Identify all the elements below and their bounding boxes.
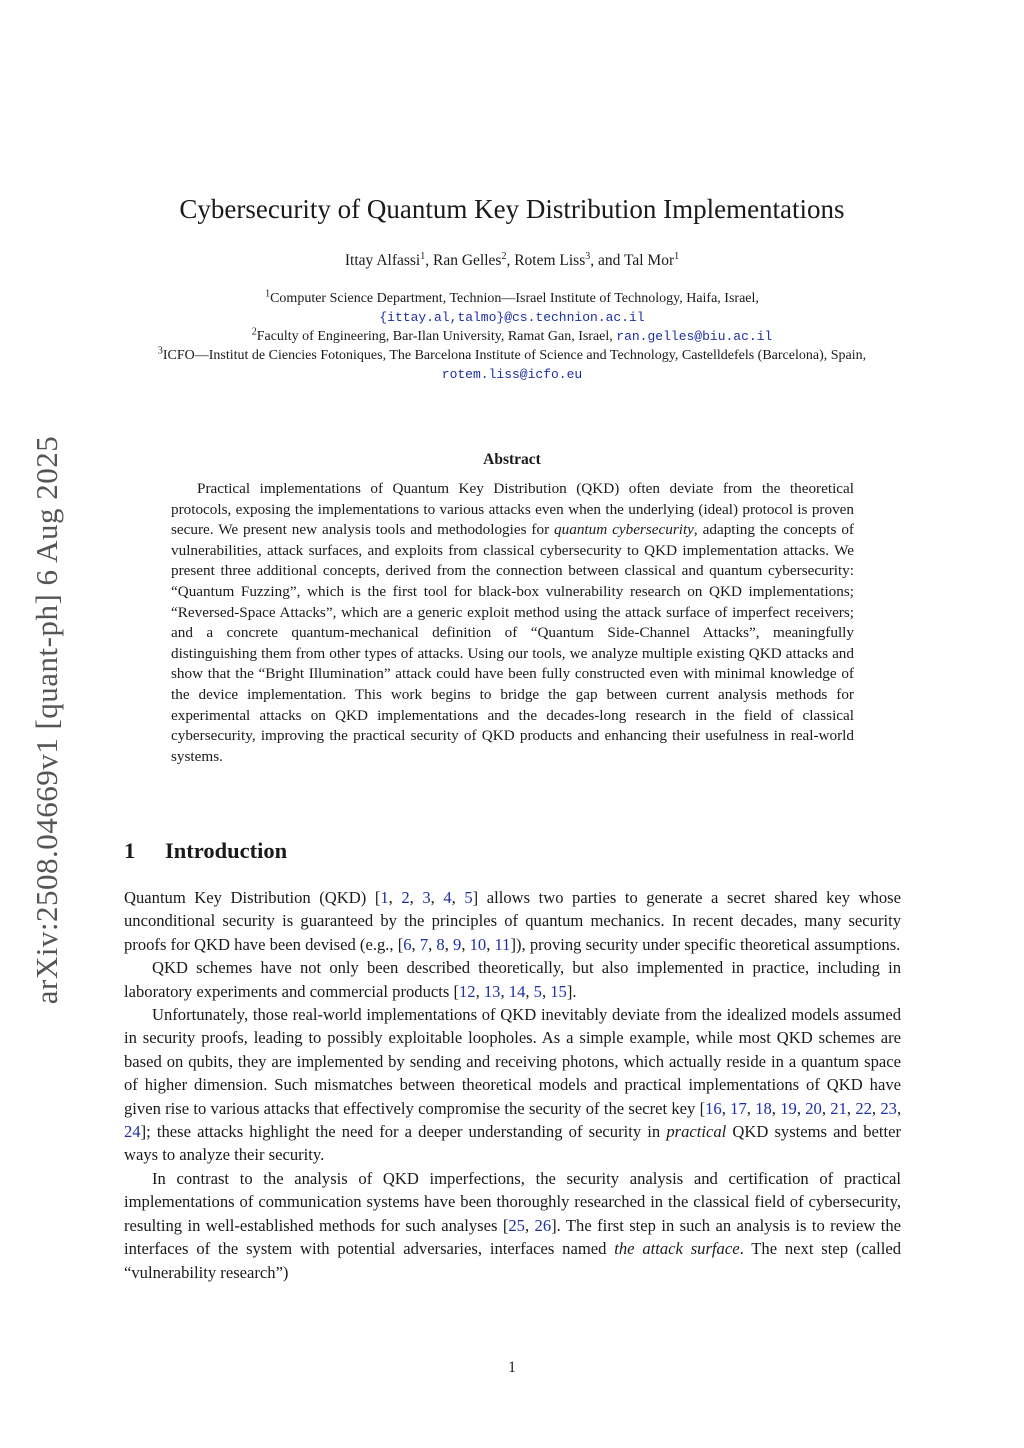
text-run: Quantum Key Distribution (QKD) [ [124, 888, 381, 907]
text-run: , [411, 934, 420, 954]
citation-link[interactable]: 20 [805, 1098, 822, 1118]
text-run: , [721, 1098, 731, 1118]
citation-link[interactable]: 11 [494, 934, 511, 954]
text-run: , [796, 1098, 806, 1118]
body-paragraph [124, 886, 901, 956]
text-run: QKD systems and better ways to analyze their security. [124, 1122, 901, 1165]
citation-link[interactable]: 14 [508, 981, 526, 1001]
text-run: , [500, 981, 509, 1001]
author-separator: , and [590, 252, 624, 269]
author-name: Rotem Liss [514, 252, 586, 269]
text-run: ]), proving security under specific theoretical assumptions. [510, 934, 901, 954]
text-run: , [486, 934, 495, 954]
citation-link[interactable]: 16 [705, 1098, 722, 1118]
text-run: , [409, 888, 423, 907]
citation-link[interactable]: 24 [124, 1122, 141, 1142]
citation-link[interactable]: 22 [855, 1098, 872, 1118]
text-run: Unfortunately, those real-world implementations of QKD inevitably deviate from the idealized models assumed in security proofs, leading to possibly exploitable loopholes. As a simple example, while most QKD schemes are based on qubits, they are implemented by sending and receiving photons, which actually reside in a quantum space of higher dimension. Such mismatches between theoretical models and practical implementations of QKD have given rise to various attacks that effectively compromise the security of the secret key [ [124, 1005, 901, 1118]
citation-link[interactable]: 10 [469, 934, 487, 954]
body-paragraph [124, 956, 901, 1003]
citation-link[interactable]: 4 [443, 888, 452, 907]
affiliation-text: Faculty of Engineering, Bar-Ilan University, Ramat Gan, Israel, [256, 329, 613, 344]
abstract-text [171, 479, 854, 767]
citation-link[interactable]: 5 [533, 981, 542, 1001]
author-separator: , [425, 252, 433, 269]
author-email[interactable]: rotem.liss@icfo.eu [441, 367, 583, 382]
text-run: ]; these attacks highlight the need for a deeper understanding of security in [140, 1122, 667, 1142]
affiliation-number: 3 [157, 345, 163, 357]
text-run: ] allows two parties to generate a secret shared key whose unconditional security is guaranteed by the principles of quantum mechanics. In recent decades, many security proofs for QKD have been devised (e.g., [ [124, 888, 901, 954]
emphasis-text: the attack surface [614, 1239, 740, 1259]
citation-link[interactable]: 25 [508, 1215, 525, 1235]
author-name: Tal Mor [623, 252, 675, 269]
text-run: , [525, 981, 534, 1001]
citation-link[interactable]: 8 [436, 934, 445, 954]
text-run: . The next step (called “vulnerability research”) [124, 1239, 901, 1282]
author-affil-mark: 1 [420, 250, 426, 262]
citation-link[interactable]: 17 [730, 1098, 747, 1118]
abstract-heading: Abstract [483, 451, 541, 468]
affiliation-line [120, 289, 904, 327]
text-run: , [896, 1098, 902, 1118]
arxiv-identifier: arXiv:2508.04669v1 [quant-ph] 6 Aug 2025 [29, 435, 64, 1005]
text-run: ]. [566, 981, 577, 1001]
author-list [0, 251, 1024, 271]
body-paragraph [124, 1003, 901, 1167]
citation-link[interactable]: 21 [830, 1098, 847, 1118]
affiliations [120, 289, 904, 384]
citation-link[interactable]: 26 [534, 1215, 552, 1235]
affiliation-line [120, 327, 904, 346]
section-heading [124, 838, 287, 864]
affiliation-number: 1 [265, 288, 271, 300]
text-run: , [541, 981, 551, 1001]
citation-link[interactable]: 19 [780, 1098, 797, 1118]
text-run: , [746, 1098, 756, 1118]
citation-link[interactable]: 7 [419, 934, 429, 954]
text-run: , [771, 1098, 781, 1118]
text-run: In contrast to the analysis of QKD imperfections, the security analysis and certification of practical implementations of communication systems have been thoroughly researched in the classical field of cybersecurity, resulting in well-established methods for such analyses [ [124, 1168, 901, 1235]
author-separator: , [506, 252, 515, 269]
citation-link[interactable]: 12 [458, 981, 476, 1001]
citation-link[interactable]: 15 [550, 981, 567, 1001]
author-affil-mark: 1 [674, 250, 680, 262]
page-number: 1 [508, 1359, 516, 1376]
emphasis-text: quantum cybersecurity [554, 521, 694, 539]
affiliation-line [120, 346, 904, 384]
author-email[interactable]: {ittay.al,talmo}@cs.technion.ac.il [379, 310, 645, 325]
text-run: QKD schemes have not only been described theoretically, but also implemented in practice, including in laboratory experiments and commercial products [ [124, 958, 901, 1001]
text-run: , [461, 934, 470, 954]
body-paragraph [124, 1167, 901, 1284]
citation-link[interactable]: 1 [380, 888, 389, 907]
text-run: , adapting the concepts of vulnerabilities, attack surfaces, and exploits from classical cybersecurity to QKD implementation attacks. We present three additional concepts, derived from the connection between classical and quantum cybersecurity: “Quantum Fuzzing”, which is the first tool for black-box vulnerability research on QKD implementations; “Reversed-Space Attacks”, which are a generic exploit method using the attack surface of imperfect receivers; and a concrete quantum-mechanical definition of “Quantum Side-Channel Attacks”, meaningfully distinguishing them from other types of attacks. Using our tools, we analyze multiple existing QKD attacks and show that the “Bright Illumination” attack could have been fully constructed even with minimal knowledge of the device implementation. This work begins to bridge the gap between current analysis methods for experimental attacks on QKD implementations and the decades-long research in the field of classical cybersecurity, improving the practical security of QKD products and enhancing their usefulness in real-world systems. [171, 521, 854, 765]
emphasis-text: practical [666, 1122, 727, 1142]
paper-title: Cybersecurity of Quantum Key Distribution Implementations [179, 194, 845, 224]
affiliation-text: Computer Science Department, Technion—Israel Institute of Technology, Haifa, Israel, [270, 291, 759, 306]
citation-link[interactable]: 9 [453, 934, 462, 954]
section-number: 1 [124, 838, 136, 863]
text-run: , [475, 981, 484, 1001]
section-title: Introduction [165, 838, 288, 863]
citation-link[interactable]: 18 [755, 1098, 772, 1118]
text-run: , [430, 888, 444, 907]
text-run: , [451, 888, 465, 907]
text-run: , [428, 934, 437, 954]
text-run: , [388, 888, 402, 907]
text-run: , [524, 1215, 535, 1235]
author-affil-mark: 3 [585, 250, 591, 262]
affiliation-text: ICFO—Institut de Ciencies Fotoniques, The Barcelona Institute of Science and Technology, Castelldefels (Barcelona), Spain, [162, 348, 867, 363]
author-name: Ran Gelles [432, 252, 502, 269]
body-text [124, 886, 901, 1284]
text-run: , [871, 1098, 881, 1118]
text-run: ]. The first step in such an analysis is to review the interfaces of the system with potential adversaries, interfaces named [124, 1215, 901, 1259]
citation-link[interactable]: 13 [483, 981, 501, 1001]
text-run: , [846, 1098, 856, 1118]
citation-link[interactable]: 2 [401, 888, 410, 907]
author-email[interactable]: ran.gelles@biu.ac.il [616, 329, 773, 344]
citation-link[interactable]: 23 [880, 1098, 897, 1118]
text-run: Practical implementations of Quantum Key Distribution (QKD) often deviate from the theoretical protocols, exposing the implementations to various attacks even when the underlying (ideal) protocol is proven secure. We present new analysis tools and methodologies for [171, 480, 854, 539]
author-name: Ittay Alfassi [344, 252, 421, 269]
text-run: , [821, 1098, 831, 1118]
affiliation-number: 2 [251, 326, 257, 338]
text-run: , [444, 934, 454, 954]
author-affil-mark: 2 [501, 250, 507, 262]
citation-link[interactable]: 3 [422, 888, 431, 907]
citation-link[interactable]: 6 [403, 934, 412, 954]
citation-link[interactable]: 5 [464, 888, 473, 907]
